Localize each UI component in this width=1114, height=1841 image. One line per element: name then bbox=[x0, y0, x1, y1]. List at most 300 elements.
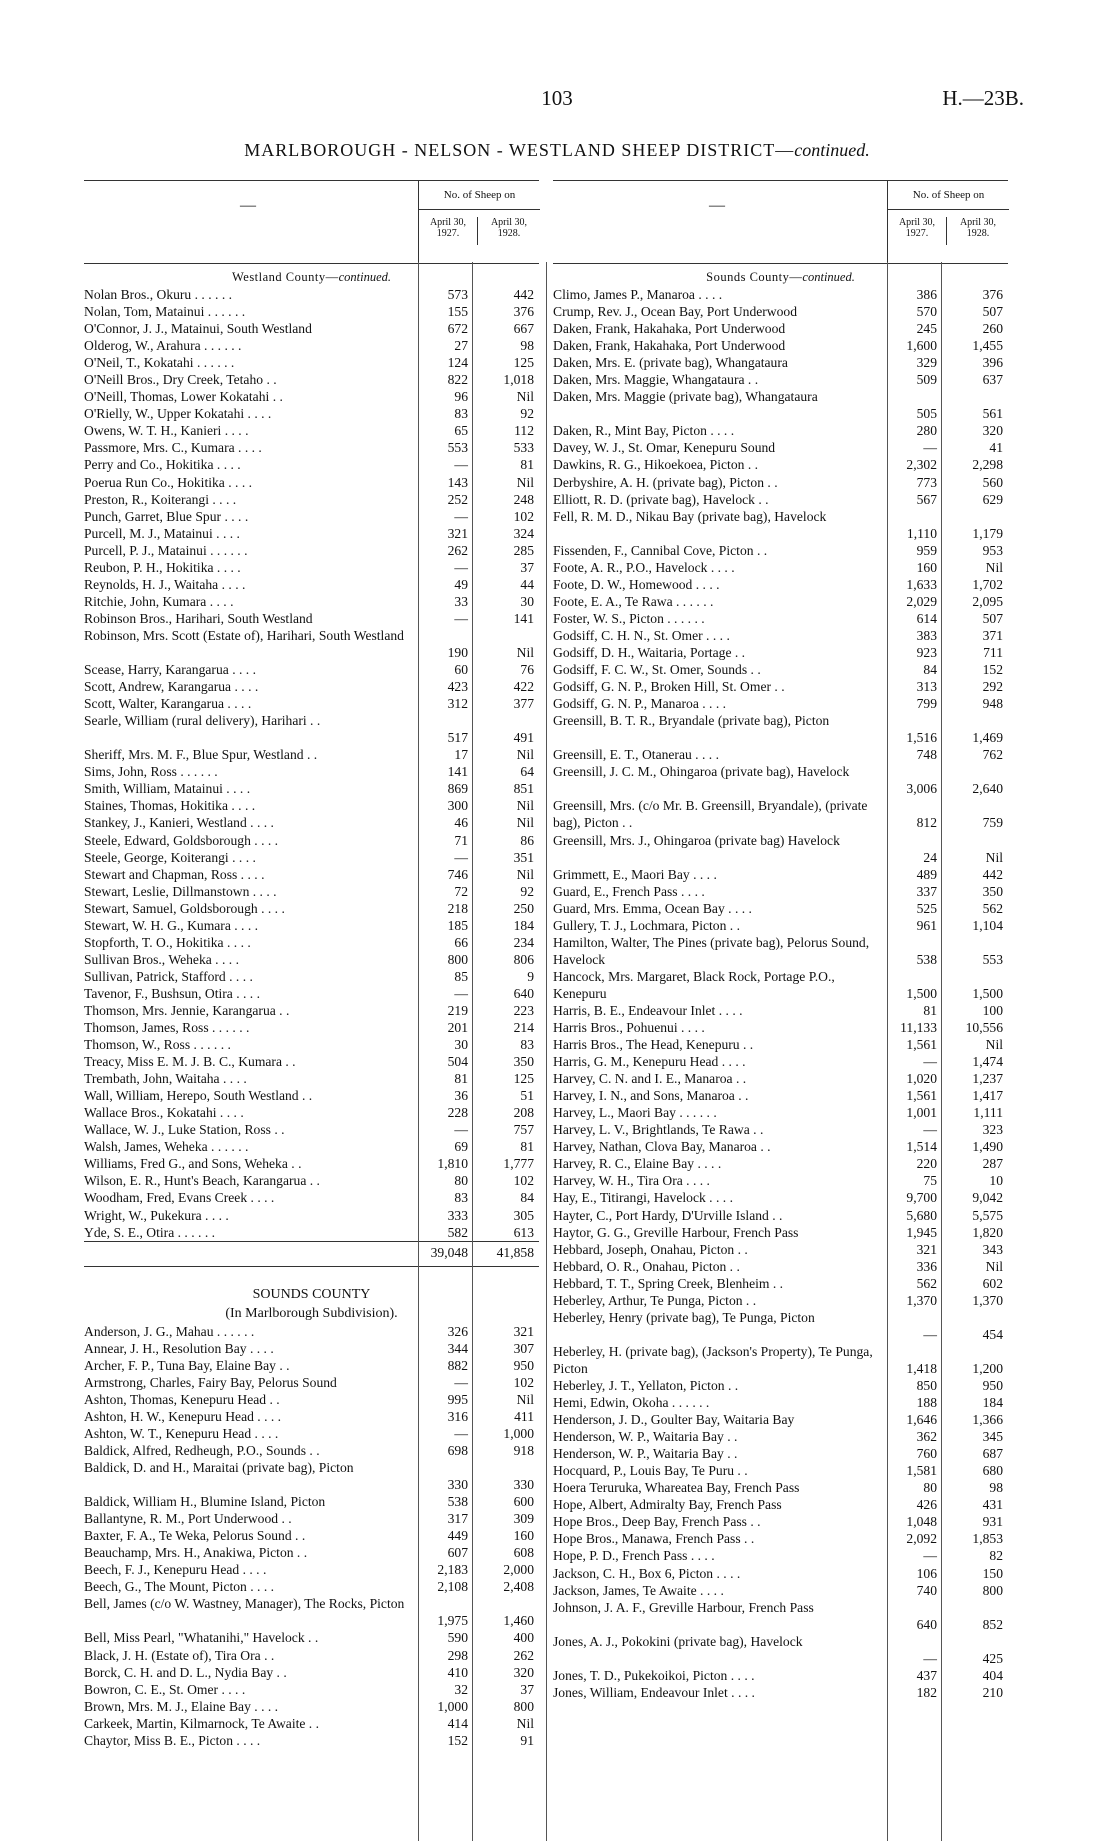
table-row bbox=[84, 337, 539, 354]
owner-name: Borck, C. H. and D. L., Nydia Bay . . bbox=[84, 1664, 287, 1680]
center-rule bbox=[546, 262, 547, 1841]
sheep-1928: 491 bbox=[513, 730, 534, 746]
owner-name: Smith, William, Matainui . . . . bbox=[84, 781, 251, 797]
sheep-1928: 208 bbox=[513, 1105, 534, 1121]
owner-name: Elliott, R. D. (private bag), Havelock . . bbox=[553, 491, 769, 507]
owner-name: O'Neill Bros., Dry Creek, Tetaho . . bbox=[84, 372, 277, 388]
owner-name: Godsiff, F. C. W., St. Omer, Sounds . . bbox=[553, 662, 761, 678]
table-row bbox=[84, 1374, 539, 1391]
sheep-1928: Nil bbox=[516, 474, 534, 490]
sheep-1928: 800 bbox=[513, 1698, 534, 1714]
sheep-1927: 2,029 bbox=[906, 593, 937, 609]
owner-name: Harris Bros., The Head, Kenepuru . . bbox=[553, 1037, 754, 1053]
sheep-1927: 33 bbox=[454, 593, 468, 609]
sheep-1927: 1,581 bbox=[906, 1463, 937, 1479]
table-row bbox=[84, 1036, 539, 1053]
owner-name: Fissenden, F., Cannibal Cove, Picton . . bbox=[553, 542, 768, 558]
table-row bbox=[553, 508, 1008, 542]
table-row bbox=[84, 303, 539, 320]
table-row bbox=[84, 1544, 539, 1561]
sheep-1927: 66 bbox=[454, 934, 468, 950]
table-row bbox=[553, 1513, 1008, 1530]
owner-name: Baldick, William H., Blumine Island, Picton bbox=[84, 1494, 326, 1510]
sheep-1927: 614 bbox=[916, 610, 937, 626]
table-row bbox=[553, 1547, 1008, 1564]
owner-name: Baldick, D. and H., Maraitai (private bag), Picton bbox=[84, 1460, 354, 1475]
table-row bbox=[84, 917, 539, 934]
table-row bbox=[84, 968, 539, 985]
owner-name: Armstrong, Charles, Fairy Bay, Pelorus Sound bbox=[84, 1374, 337, 1390]
sheep-1928: 112 bbox=[514, 423, 534, 439]
owner-name: Gullery, T. J., Lochmara, Picton . . bbox=[553, 917, 740, 933]
owner-name: Sullivan, Patrick, Stafford . . . . bbox=[84, 968, 253, 984]
table-row bbox=[84, 474, 539, 491]
owner-name: Godsiff, D. H., Waitaria, Portage . . bbox=[553, 644, 746, 660]
sheep-1927: 252 bbox=[447, 491, 468, 507]
owner-name: Purcell, M. J., Matainui . . . . bbox=[84, 525, 240, 541]
sheep-1927: 573 bbox=[447, 287, 468, 302]
owner-name: Ballantyne, R. M., Port Underwood . . bbox=[84, 1511, 292, 1527]
sheep-1928: 100 bbox=[982, 1002, 1003, 1018]
table-row bbox=[84, 1323, 539, 1340]
table-row bbox=[84, 320, 539, 337]
sheep-1927: 201 bbox=[447, 1020, 468, 1036]
owner-name: Hope, Albert, Admiralty Bay, French Pass bbox=[553, 1497, 782, 1513]
header-col-1927: April 30, 1927. bbox=[429, 217, 467, 239]
table-row bbox=[553, 371, 1008, 388]
sheep-1927: 850 bbox=[916, 1378, 937, 1393]
owner-name: Henderson, J. D., Goulter Bay, Waitaria Bay bbox=[553, 1412, 795, 1428]
table-row bbox=[553, 559, 1008, 576]
owner-name: Heberley, Arthur, Te Punga, Picton . . bbox=[553, 1292, 757, 1308]
owner-name: Harvey, L., Maori Bay . . . . . . bbox=[553, 1105, 717, 1121]
sheep-1927: 298 bbox=[447, 1647, 468, 1663]
sheep-1927: 337 bbox=[916, 883, 937, 899]
sheep-1927: 188 bbox=[916, 1395, 937, 1411]
sheep-1927: 71 bbox=[454, 832, 468, 848]
table-row bbox=[553, 1138, 1008, 1155]
owner-name: Beech, F. J., Kenepuru Head . . . . bbox=[84, 1562, 267, 1578]
sheep-1927: 414 bbox=[447, 1715, 468, 1731]
sheep-1927: 1,020 bbox=[906, 1071, 937, 1087]
table-row bbox=[553, 286, 1008, 303]
table-row bbox=[553, 900, 1008, 917]
table-row bbox=[84, 371, 539, 388]
table-row bbox=[84, 1172, 539, 1189]
owner-name: Godsiff, G. N. P., Manaroa . . . . bbox=[553, 696, 727, 712]
sheep-1927: 746 bbox=[447, 866, 468, 882]
table-row bbox=[553, 491, 1008, 508]
sheep-1928: 248 bbox=[513, 491, 534, 507]
sheep-1928: 396 bbox=[982, 355, 1003, 371]
sheep-1928: 425 bbox=[982, 1650, 1003, 1666]
sheep-1928: 1,111 bbox=[973, 1105, 1003, 1121]
table-row bbox=[84, 559, 539, 576]
sheep-1928: 613 bbox=[513, 1224, 534, 1240]
sheep-1928: 321 bbox=[513, 1323, 534, 1339]
table-row bbox=[84, 491, 539, 508]
sheep-1927: 2,092 bbox=[906, 1531, 937, 1547]
sheep-1927: 538 bbox=[916, 951, 937, 967]
owner-name: Hope Bros., Manawa, French Pass . . bbox=[553, 1531, 755, 1547]
sheep-1927: 316 bbox=[447, 1408, 468, 1424]
sheep-1928: 442 bbox=[982, 866, 1003, 882]
table-row bbox=[84, 1121, 539, 1138]
owner-name: Beauchamp, Mrs. H., Anakiwa, Picton . . bbox=[84, 1545, 308, 1561]
sheep-1927: — bbox=[923, 1122, 937, 1138]
table-row bbox=[553, 695, 1008, 712]
sheep-1927: 160 bbox=[916, 559, 937, 575]
sheep-1928: Nil bbox=[516, 1391, 534, 1407]
table-row bbox=[84, 593, 539, 610]
owner-name: Hoera Teruruka, Whareatea Bay, French Pass bbox=[553, 1480, 800, 1496]
table-row bbox=[84, 951, 539, 968]
table-row bbox=[84, 1207, 539, 1224]
sheep-1928: 9 bbox=[527, 968, 534, 984]
section-heading-text: Westland County— bbox=[231, 270, 339, 284]
sheep-1927: — bbox=[454, 508, 468, 524]
table-row bbox=[84, 883, 539, 900]
sheep-1928: 1,469 bbox=[972, 730, 1003, 746]
sheep-1927: 882 bbox=[447, 1357, 468, 1373]
table-row bbox=[553, 337, 1008, 354]
sheep-1927: 27 bbox=[454, 338, 468, 354]
owner-name: Henderson, W. P., Waitaria Bay . . bbox=[553, 1429, 738, 1445]
sheep-1927: 321 bbox=[447, 525, 468, 541]
sheep-1928: 292 bbox=[982, 679, 1003, 695]
table-row bbox=[553, 866, 1008, 883]
owner-name: Chaytor, Miss B. E., Picton . . . . bbox=[84, 1732, 261, 1748]
sheep-1927: — bbox=[454, 849, 468, 865]
sheep-1927: — bbox=[454, 559, 468, 575]
header-col-1928: April 30, 1928. bbox=[959, 217, 997, 239]
sheep-1927: 923 bbox=[916, 644, 937, 660]
owner-name: Godsiff, C. H. N., St. Omer . . . . bbox=[553, 627, 730, 643]
owner-name: Beech, G., The Mount, Picton . . . . bbox=[84, 1579, 275, 1595]
table-row bbox=[553, 763, 1008, 797]
table-row bbox=[84, 1019, 539, 1036]
sheep-1928: 345 bbox=[982, 1429, 1003, 1445]
table-row bbox=[84, 286, 539, 303]
owner-name: Hebbard, O. R., Onahau, Picton . . bbox=[553, 1258, 740, 1274]
sheep-1928: 757 bbox=[513, 1122, 534, 1138]
table-row bbox=[553, 1411, 1008, 1428]
section-heading-continued: continued. bbox=[338, 270, 392, 284]
table-row bbox=[553, 1599, 1008, 1633]
sheep-1928: 260 bbox=[982, 321, 1003, 337]
table-row bbox=[84, 542, 539, 559]
header-divider bbox=[946, 217, 947, 245]
owner-name: Greensill, E. T., Otanerau . . . . bbox=[553, 747, 719, 763]
sheep-1928: 320 bbox=[982, 423, 1003, 439]
table-row bbox=[84, 1425, 539, 1442]
sheep-1927: 812 bbox=[916, 815, 937, 831]
right-column bbox=[553, 180, 1008, 1701]
sheep-1927: 386 bbox=[916, 287, 937, 302]
owner-name: Greensill, B. T. R., Bryandale (private bag), Picton bbox=[553, 713, 830, 729]
sheep-1927: 538 bbox=[447, 1494, 468, 1510]
owner-name: O'Connor, J. J., Matainui, South Westland bbox=[84, 321, 312, 337]
owner-name: Scott, Walter, Karangarua . . . . bbox=[84, 696, 252, 712]
owner-name: Robinson, Mrs. Scott (Estate of), Harihari, South Westland bbox=[84, 627, 404, 643]
owner-name: Daken, Mrs. E. (private bag), Whangataura bbox=[553, 355, 788, 371]
sheep-1927: 81 bbox=[923, 1002, 937, 1018]
sheep-1927: 190 bbox=[447, 644, 468, 660]
sheep-1928: 141 bbox=[513, 610, 534, 626]
owner-name: Godsiff, G. N. P., Broken Hill, St. Omer . . bbox=[553, 679, 785, 695]
sheep-1927: 383 bbox=[916, 627, 937, 643]
sheep-1927: 517 bbox=[447, 730, 468, 746]
sheep-1927: 553 bbox=[447, 440, 468, 456]
table-row bbox=[84, 746, 539, 763]
owner-name: Foote, D. W., Homewood . . . . bbox=[553, 576, 720, 592]
sheep-1927: 449 bbox=[447, 1528, 468, 1544]
sheep-1928: 64 bbox=[520, 764, 534, 780]
owner-name: Crump, Rev. J., Ocean Bay, Port Underwood bbox=[553, 304, 798, 320]
sheep-1927: 228 bbox=[447, 1105, 468, 1121]
table-row bbox=[553, 1496, 1008, 1513]
sheep-1928: 711 bbox=[983, 644, 1003, 660]
sheep-1928: 1,179 bbox=[972, 525, 1003, 541]
owner-name: Haytor, G. G., Greville Harbour, French Pass bbox=[553, 1224, 799, 1240]
owner-name: Greensill, Mrs. (c/o Mr. B. Greensill, Bryandale), (private bag), Picton . . bbox=[553, 798, 868, 831]
owner-name: Baxter, F. A., Te Weka, Pelorus Sound . . bbox=[84, 1528, 306, 1544]
sheep-1927: 822 bbox=[447, 372, 468, 388]
sheep-1928: 86 bbox=[520, 832, 534, 848]
sheep-1928: 320 bbox=[513, 1664, 534, 1680]
sheep-1927: 1,110 bbox=[906, 525, 937, 541]
sheep-1927: 1,514 bbox=[906, 1139, 937, 1155]
table-row bbox=[553, 1394, 1008, 1411]
table-row bbox=[84, 1002, 539, 1019]
owner-name: Jones, A. J., Pokokini (private bag), Havelock bbox=[553, 1633, 803, 1649]
table-row bbox=[84, 712, 539, 746]
table-row bbox=[84, 866, 539, 883]
sheep-1928: 214 bbox=[513, 1020, 534, 1036]
sheep-1927: — bbox=[923, 1650, 937, 1666]
table-row bbox=[553, 1462, 1008, 1479]
table-row bbox=[84, 405, 539, 422]
table-row bbox=[553, 1530, 1008, 1547]
sheep-1928: 84 bbox=[520, 1190, 534, 1206]
table-row bbox=[553, 1343, 1008, 1377]
sheep-1927: 152 bbox=[447, 1732, 468, 1748]
table-row bbox=[553, 1036, 1008, 1053]
sheep-1928: 92 bbox=[520, 883, 534, 899]
table-row bbox=[84, 1138, 539, 1155]
sheep-1927: 83 bbox=[454, 1190, 468, 1206]
table-row bbox=[553, 320, 1008, 337]
sheep-1927: 800 bbox=[447, 951, 468, 967]
table-row bbox=[553, 1684, 1008, 1701]
sheep-1928: 41 bbox=[989, 440, 1003, 456]
sheep-1928: 98 bbox=[520, 338, 534, 354]
table-row bbox=[84, 849, 539, 866]
table-row bbox=[553, 746, 1008, 763]
table-row bbox=[553, 1667, 1008, 1684]
column-rule bbox=[887, 262, 888, 1841]
table-row bbox=[84, 780, 539, 797]
page-number: 103 bbox=[541, 86, 573, 110]
sheep-1928: Nil bbox=[516, 1715, 534, 1731]
owner-name: Harvey, L. V., Brightlands, Te Rawa . . bbox=[553, 1122, 764, 1138]
table-row bbox=[84, 763, 539, 780]
table-row bbox=[84, 1104, 539, 1121]
sheep-1928: 629 bbox=[982, 491, 1003, 507]
sheep-1927: 2,302 bbox=[906, 457, 937, 473]
table-row bbox=[553, 712, 1008, 746]
sheep-1927: 3,006 bbox=[906, 781, 937, 797]
table-row bbox=[84, 832, 539, 849]
sheep-1928: 376 bbox=[513, 304, 534, 320]
sheep-1928: 2,298 bbox=[972, 457, 1003, 473]
owner-name: Ashton, H. W., Kenepuru Head . . . . bbox=[84, 1408, 282, 1424]
sheep-1927: 245 bbox=[916, 321, 937, 337]
sheep-1927: — bbox=[923, 1326, 937, 1342]
owner-name: Poerua Run Co., Hokitika . . . . bbox=[84, 474, 253, 490]
table-row bbox=[553, 1241, 1008, 1258]
table-row bbox=[84, 1391, 539, 1408]
right-table-body bbox=[553, 264, 1008, 1701]
sheep-1927: 24 bbox=[923, 849, 937, 865]
sheep-1928: 608 bbox=[513, 1545, 534, 1561]
sheep-1928: 287 bbox=[982, 1156, 1003, 1172]
sheep-1927: 80 bbox=[923, 1480, 937, 1496]
sheep-1928: Nil bbox=[985, 849, 1003, 865]
table-row bbox=[553, 1189, 1008, 1206]
table-row bbox=[84, 1510, 539, 1527]
sheep-1927: 81 bbox=[454, 1071, 468, 1087]
owner-name: Daken, R., Mint Bay, Picton . . . . bbox=[553, 423, 735, 439]
sheep-1928: 680 bbox=[982, 1463, 1003, 1479]
sheep-1928: 1,417 bbox=[972, 1088, 1003, 1104]
table-row bbox=[84, 695, 539, 712]
owner-name: Stewart, Leslie, Dillmanstown . . . . bbox=[84, 883, 277, 899]
sheep-1927: 1,600 bbox=[906, 338, 937, 354]
owner-name: Hayter, C., Port Hardy, D'Urville Island . . bbox=[553, 1207, 783, 1223]
table-row bbox=[84, 900, 539, 917]
sheep-1928: 759 bbox=[982, 815, 1003, 831]
sheep-1928: 562 bbox=[982, 900, 1003, 916]
sheep-1927: 959 bbox=[916, 542, 937, 558]
owner-name: Woodham, Fred, Evans Creek . . . . bbox=[84, 1190, 275, 1206]
table-row bbox=[553, 883, 1008, 900]
sheep-1928: 640 bbox=[513, 985, 534, 1001]
sheep-1928: 1,853 bbox=[972, 1531, 1003, 1547]
table-row bbox=[84, 1053, 539, 1070]
sheep-1927: 869 bbox=[447, 781, 468, 797]
sheep-1927: 49 bbox=[454, 576, 468, 592]
owner-name: Wright, W., Pukekura . . . . bbox=[84, 1207, 229, 1223]
owner-name: Hemi, Edwin, Okoha . . . . . . bbox=[553, 1395, 710, 1411]
table-row bbox=[553, 1087, 1008, 1104]
sheep-1927: 489 bbox=[916, 866, 937, 882]
sheep-1928: 1,820 bbox=[972, 1224, 1003, 1240]
table-row bbox=[553, 1428, 1008, 1445]
left-table-body bbox=[84, 264, 539, 1749]
table-row bbox=[553, 627, 1008, 644]
owner-name: Treacy, Miss E. M. J. B. C., Kumara . . bbox=[84, 1054, 296, 1070]
owner-name: Heberley, J. T., Yellaton, Picton . . bbox=[553, 1378, 739, 1393]
owner-name: Nolan, Tom, Matainui . . . . . . bbox=[84, 304, 246, 320]
table-row bbox=[553, 1292, 1008, 1309]
right-table-header bbox=[553, 180, 1008, 264]
owner-name: Ashton, Thomas, Kenepuru Head . . bbox=[84, 1391, 280, 1407]
owner-name: Thomson, James, Ross . . . . . . bbox=[84, 1020, 250, 1036]
sheep-1928: 76 bbox=[520, 662, 534, 678]
sheep-1928: 5,575 bbox=[972, 1207, 1003, 1223]
sheep-1928: 806 bbox=[513, 951, 534, 967]
owner-name: Harvey, Nathan, Clova Bay, Manaroa . . bbox=[553, 1139, 771, 1155]
sheep-1927: 326 bbox=[447, 1323, 468, 1339]
page-title-continued: continued. bbox=[794, 140, 870, 160]
owner-name: Williams, Fred G., and Sons, Weheka . . bbox=[84, 1156, 302, 1172]
section-heading-westland bbox=[84, 264, 539, 286]
table-row bbox=[553, 661, 1008, 678]
table-row bbox=[84, 678, 539, 695]
sheep-1927: 300 bbox=[447, 798, 468, 814]
sheep-1928: 2,640 bbox=[972, 781, 1003, 797]
table-row bbox=[84, 1561, 539, 1578]
page-title-main: MARLBOROUGH - NELSON - WESTLAND SHEEP DISTRICT— bbox=[244, 140, 795, 160]
sheep-1928: 152 bbox=[982, 662, 1003, 678]
owner-name: Walsh, James, Weheka . . . . . . bbox=[84, 1139, 249, 1155]
sheep-1927: — bbox=[454, 610, 468, 626]
page-code: H.—23B. bbox=[942, 86, 1024, 110]
table-row bbox=[553, 832, 1008, 866]
owner-name: Harvey, W. H., Tira Ora . . . . bbox=[553, 1173, 710, 1189]
table-row bbox=[553, 610, 1008, 627]
sheep-1928: 950 bbox=[982, 1378, 1003, 1393]
sheep-1927: 509 bbox=[916, 372, 937, 388]
sheep-1927: 607 bbox=[447, 1545, 468, 1561]
owner-name: Wallace Bros., Kokatahi . . . . bbox=[84, 1105, 244, 1121]
sheep-1927: 336 bbox=[916, 1258, 937, 1274]
sheep-1928: 51 bbox=[520, 1088, 534, 1104]
sheep-1928: 351 bbox=[513, 849, 534, 865]
sheep-1927: 504 bbox=[447, 1054, 468, 1070]
sheep-1928: 10,556 bbox=[965, 1020, 1003, 1036]
column-rule bbox=[472, 262, 473, 1841]
sheep-1927: — bbox=[923, 1054, 937, 1070]
sheep-1927: 1,418 bbox=[906, 1360, 937, 1376]
sheep-1927: 1,001 bbox=[906, 1105, 937, 1121]
table-row bbox=[553, 1070, 1008, 1087]
table-row bbox=[84, 1493, 539, 1510]
owner-name: Reubon, P. H., Hokitika . . . . bbox=[84, 559, 241, 575]
sheep-1927: 748 bbox=[916, 747, 937, 763]
sheep-1927: 995 bbox=[447, 1391, 468, 1407]
sheep-1927: — bbox=[923, 1548, 937, 1564]
sheep-1927: 567 bbox=[916, 491, 937, 507]
table-row bbox=[84, 1070, 539, 1087]
sheep-1928: 1,460 bbox=[503, 1613, 534, 1629]
sheep-1927: 362 bbox=[916, 1429, 937, 1445]
owner-name: Preston, R., Koiterangi . . . . bbox=[84, 491, 237, 507]
sheep-1928: 150 bbox=[982, 1565, 1003, 1581]
owner-name: Steele, Edward, Goldsborough . . . . bbox=[84, 832, 279, 848]
owner-name: Thomson, W., Ross . . . . . . bbox=[84, 1037, 231, 1053]
sheep-1928: 442 bbox=[513, 287, 534, 302]
sheep-1928: 600 bbox=[513, 1494, 534, 1510]
owner-name: Wall, William, Herepo, South Westland . . bbox=[84, 1088, 313, 1104]
sheep-1927: 582 bbox=[447, 1224, 468, 1240]
sheep-1927: 525 bbox=[916, 900, 937, 916]
table-row bbox=[553, 934, 1008, 968]
sheep-1927: 85 bbox=[454, 968, 468, 984]
owner-name: Wilson, E. R., Hunt's Beach, Karangarua . . bbox=[84, 1173, 320, 1189]
sheep-1927: 1,561 bbox=[906, 1037, 937, 1053]
